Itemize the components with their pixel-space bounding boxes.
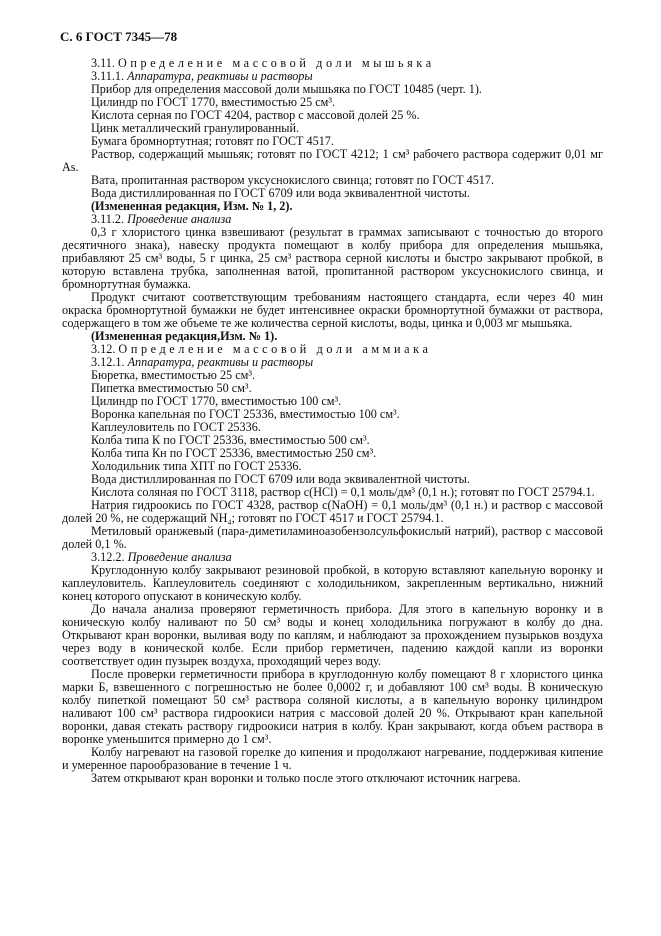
- section-number: 3.12.2.: [91, 550, 125, 564]
- block-text: Пипетка вместимостью 50 см³.: [91, 381, 252, 395]
- block-text: До начала анализа проверяют герметичность прибора. Для этого в капельную воронку и в коническую колбу наливают по 50 см³ воды и конец холодильника погружают в колбу до дна. Открывают кран воронки, выливая воду по каплям, и наблюдают за прохождением пузырьков воздуха через воду в конической колбе. Если прибор герметичен, падению каждой капли из воронки соответствует один пузырек воздуха, проходящий через воду.: [62, 602, 603, 668]
- block-text: После проверки герметичности прибора в круглодонную колбу помещают 8 г хлористого цинка марки Б, взвешенного с погрешностью не более 0,0002 г, и добавляют 100 см³ воды. В коническую колбу пипеткой помещают 50 см³ раствора соляной кислоты, а в капельную воронку цилиндром наливают 100 см³ раствора гидроокиси натрия с массовой долей 20 %. Открывают кран капельной воронки, давая стекать раствору гидроокиси натрия в колбу. Кран закрывают, когда объем раствора в воронке уменьшится примерно до 1 см³.: [62, 667, 603, 746]
- block-text: Колба типа К по ГОСТ 25336, вместимостью 500 см³.: [91, 433, 370, 447]
- paragraph: [62, 291, 603, 330]
- block-text: (Измененная редакция, Изм. № 1, 2).: [91, 199, 293, 213]
- block-text: Проведение анализа: [127, 550, 232, 564]
- block-text: (Измененная редакция,Изм. № 1).: [91, 329, 278, 343]
- block-text: Цилиндр по ГОСТ 1770, вместимостью 25 см³.: [91, 95, 336, 109]
- block-text: Вата, пропитанная раствором уксуснокислого свинца; готовят по ГОСТ 4517.: [91, 173, 495, 187]
- block-text: Определение массовой доли мышьяка: [117, 56, 435, 70]
- block-text: Кислота соляная по ГОСТ 3118, раствор c(HCl) = 0,1 моль/дм³ (0,1 н.); готовят по ГОСТ 25794.1.: [91, 485, 595, 499]
- block-text: Метиловый оранжевый (пара-диметиламиноазобензолсульфокислый натрий), раствор с массовой долей 0,1 %.: [62, 524, 603, 551]
- block-text: Определение массовой доли аммиака: [118, 342, 432, 356]
- block-text: Вода дистиллированная по ГОСТ 6709 или вода эквивалентной чистоты.: [91, 186, 470, 200]
- block-text: Вода дистиллированная по ГОСТ 6709 или вода эквивалентной чистоты.: [91, 472, 470, 486]
- section-number: 3.11.1.: [91, 69, 125, 83]
- block-text: Продукт считают соответствующим требованиям настоящего стандарта, если через 40 мин окраска бромнортутной бумажки не будет интенсивнее окраски бромнортутной бумажки от раствора, содержащего в том же объеме те же количества серной кислоты, воды, цинка и 0,003 мг мышьяка.: [62, 290, 603, 330]
- block-text: Холодильник типа ХПТ по ГОСТ 25336.: [91, 459, 302, 473]
- block-text: Бумага бромнортутная; готовят по ГОСТ 4517.: [91, 134, 334, 148]
- paragraph: [62, 603, 603, 668]
- block-text: Цинк металлический гранулированный.: [91, 121, 300, 135]
- block-text: Круглодонную колбу закрывают резиновой пробкой, в которую вставляют капельную воронку и каплеуловитель. Каплеуловитель соединяют с холодильником, закрепленным вертикально, нижний конец которого опускают в коническую колбу.: [62, 563, 603, 603]
- block-text: Кислота серная по ГОСТ 4204, раствор с массовой долей 25 %.: [91, 108, 420, 122]
- section-number: 3.12.: [91, 342, 116, 356]
- paragraph: [62, 564, 603, 603]
- block-text: Аппаратура, реактивы и растворы: [127, 355, 314, 369]
- paragraph: [62, 226, 603, 291]
- paragraph: [62, 746, 603, 772]
- document-body: [62, 57, 603, 785]
- block-text: Проведение анализа: [127, 212, 232, 226]
- paragraph: [62, 525, 603, 551]
- block-text: Прибор для определения массовой доли мышьяка по ГОСТ 10485 (черт. 1).: [91, 82, 482, 96]
- block-text: Каплеуловитель по ГОСТ 25336.: [91, 420, 261, 434]
- paragraph: [62, 499, 603, 525]
- section-number: 3.11.2.: [91, 212, 125, 226]
- block-text: Затем открывают кран воронки и только после этого отключают источник нагрева.: [91, 771, 521, 785]
- paragraph: [62, 772, 603, 785]
- block-text: Бюретка, вместимостью 25 см³.: [91, 368, 256, 382]
- block-text: Цилиндр по ГОСТ 1770, вместимостью 100 см³.: [91, 394, 342, 408]
- block-text: Натрия гидроокись по ГОСТ 4328, раствор c(NaOH) = 0,1 моль/дм³ (0,1 н.) и раствор с массовой долей 20 %, не содержащий NH₄; готовят по ГОСТ 4517 и ГОСТ 25794.1.: [62, 498, 603, 525]
- section-number: 3.12.1.: [91, 355, 125, 369]
- paragraph: [62, 148, 603, 174]
- page-header: С. 6 ГОСТ 7345—78: [60, 29, 178, 44]
- block-text: Раствор, содержащий мышьяк; готовят по ГОСТ 4212; 1 см³ рабочего раствора содержит 0,01 мг As.: [62, 147, 603, 174]
- block-text: Аппаратура, реактивы и растворы: [127, 69, 313, 83]
- block-text: Колбу нагревают на газовой горелке до кипения и продолжают нагревание, поддерживая кипение и умеренное парообразование в течение 1 ч.: [62, 745, 603, 772]
- block-text: Колба типа Кн по ГОСТ 25336, вместимостью 250 см³.: [91, 446, 377, 460]
- section-number: 3.11.: [91, 56, 115, 70]
- block-text: Воронка капельная по ГОСТ 25336, вместимостью 100 см³.: [91, 407, 400, 421]
- block-text: 0,3 г хлористого цинка взвешивают (результат в граммах записывают с точностью до второго десятичного знака), навеску продукта помещают в колбу прибора для определения мышьяка, прибавляют 25 см³ воды, 5 г цинка, 25 см³ раствора серной кислоты и быстро закрывают пробкой, в которую вставлена трубка, заполненная ватой, пропитанной раствором уксуснокислого свинца, и бромнортутная бумажка.: [62, 225, 603, 291]
- paragraph: [62, 668, 603, 746]
